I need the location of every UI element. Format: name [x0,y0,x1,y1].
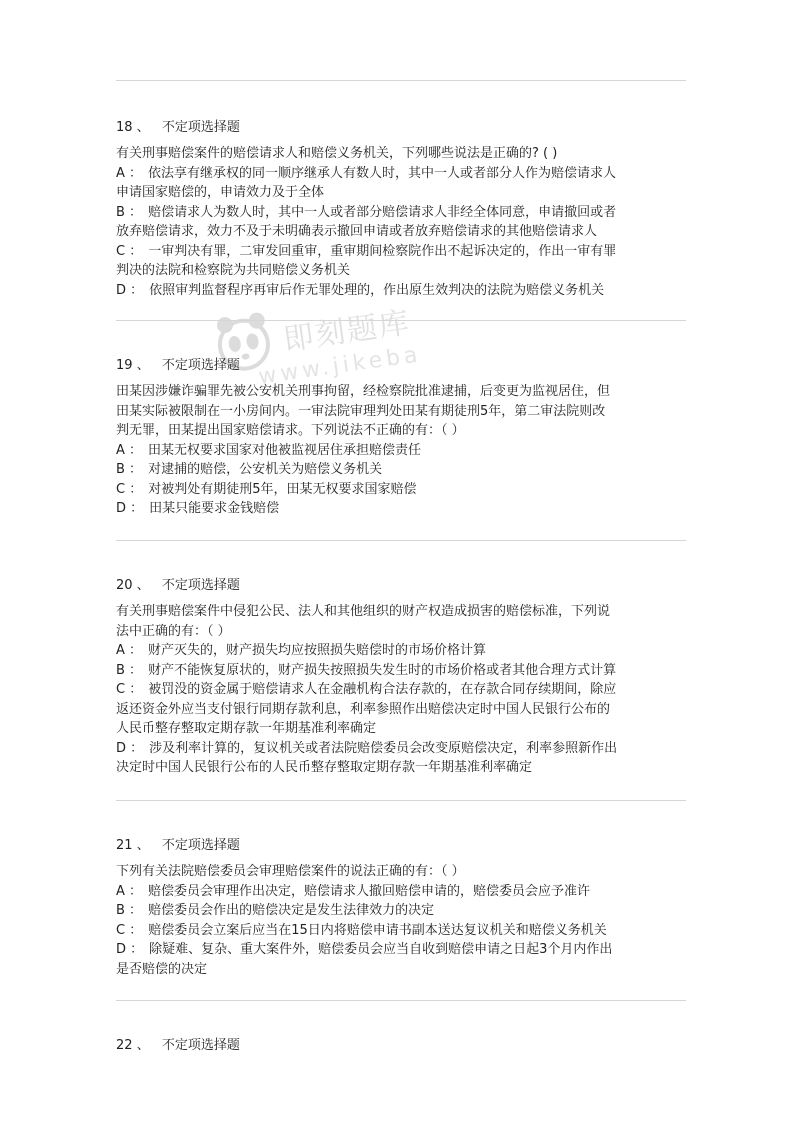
divider [116,800,686,801]
question-20 [116,576,686,778]
option-text-line: 除疑难、复杂、重大案件外，赔偿委员会应当自收到赔偿申请之日起3个月内作出 [149,942,613,957]
option-text-line: 财产灭失的，财产损失均应按照损失赔偿时的市场价格计算 [148,643,487,658]
watermark-title: 即刻题库 [281,305,413,358]
option-d [116,940,686,960]
option-label: D ： [116,740,144,756]
option-label: A ： [116,165,143,181]
option-label: B ： [116,204,143,220]
question-stem-line: 法中正确的有：（ ） [116,623,231,639]
option-c-continued: 返还资金外应当支付银行同期存款利息，利率参照作出赔偿决定时中国人民银行公布的 [116,701,611,717]
question-18 [116,118,686,300]
option-c [116,921,686,941]
divider [116,540,686,541]
option-c-continued: 人民币整存整取定期存款一年期基准利率确定 [116,721,377,736]
question-header [116,118,686,138]
option-text-line: 被罚没的资金属于赔偿请求人在金融机构合法存款的，在存款合同存续期间，除应 [148,682,617,697]
option-a-continued: 申请国家赔偿的，申请效力及于全体 [116,185,325,200]
question-number: 19 、 [116,358,150,373]
option-d [116,499,686,519]
option-text-line: 赔偿委员会审理作出决定，赔偿请求人撤回赔偿申请的，赔偿委员会应予准许 [148,883,591,899]
option-label: B ： [116,662,143,678]
option-label: A ： [116,883,143,899]
option-label: D ： [116,942,144,957]
option-label: C ： [116,481,143,497]
option-text-line: 财产不能恢复原状的，财产损失按照损失发生时的市场价格或者其他合理方式计算 [148,662,617,678]
question-header [116,836,686,856]
option-b-continued: 放弃赔偿请求，效力不及于未明确表示撤回申请或者放弃赔偿请求的其他赔偿请求人 [116,224,598,239]
divider [116,1000,686,1001]
question-type: 不定项选择题 [161,120,240,135]
option-text-line: 对逮捕的赔偿，公安机关为赔偿义务机关 [148,462,383,477]
divider [116,80,686,81]
question-header [116,1036,686,1056]
question-21 [116,836,686,979]
question-22 [116,1036,686,1062]
question-19 [116,356,686,519]
option-label: B ： [116,462,143,477]
question-type: 不定项选择题 [161,358,240,373]
question-number: 22 、 [116,1038,150,1053]
option-c [116,480,686,500]
option-text-line: 田某只能要求金钱赔偿 [149,501,280,516]
option-text-line: 一审判决有罪，二审发回重审，重审期间检察院作出不起诉决定的，作出一审有罪 [148,243,617,259]
option-c-continued: 判决的法院和检察院为共同赔偿义务机关 [116,263,351,278]
question-number: 21 、 [116,838,150,853]
option-label: D ： [116,282,144,298]
option-c [116,242,686,262]
option-label: C ： [116,682,143,697]
option-label: A ： [116,442,143,458]
question-stem-line: 下列有关法院赔偿委员会审理赔偿案件的说法正确的有：（ ） [116,864,465,879]
question-stem-line: 有关刑事赔偿案件中侵犯公民、法人和其他组织的财产权造成损害的赔偿标准，下列说 [116,604,611,619]
option-c [116,680,686,700]
option-a [116,641,686,661]
option-b [116,203,686,223]
option-label: C ： [116,243,143,259]
option-text-line: 田某无权要求国家对他被监视居住承担赔偿责任 [148,442,422,458]
option-text-line: 依照审判监督程序再审后作无罪处理的，作出原生效判决的法院为赔偿义务机关 [149,282,605,298]
question-stem-line: 有关刑事赔偿案件的赔偿请求人和赔偿义务机关，下列哪些说法是正确的? ( ) [116,146,558,161]
question-header [116,576,686,596]
option-text-line: 赔偿委员会立案后应当在15日内将赔偿申请书副本送达复议机关和赔偿义务机关 [148,922,607,938]
question-number: 18 、 [116,120,150,135]
question-stem-line: 田某实际被限制在一小房间内。一审法院审理判处田某有期徒刑5年，第二审法院则改 [116,403,606,419]
question-number: 20 、 [116,578,150,593]
option-a [116,441,686,461]
question-header [116,356,686,376]
option-text-line: 涉及利率计算的，复议机关或者法院赔偿委员会改变原赔偿决定，利率参照新作出 [149,740,618,756]
watermark-url: www.jikeba [256,342,423,390]
option-label: A ： [116,643,143,658]
question-stem-line: 田某因涉嫌诈骗罪先被公安机关刑事拘留，经检察院批准逮捕，后变更为监视居住，但 [116,384,611,399]
option-text-line: 赔偿委员会作出的赔偿决定是发生法律效力的决定 [148,903,435,918]
option-text-line: 对被判处有期徒刑5年，田某无权要求国家赔偿 [148,481,417,497]
question-type: 不定项选择题 [161,578,240,593]
option-b [116,661,686,681]
question-type: 不定项选择题 [161,1038,240,1053]
option-d [116,281,686,301]
question-stem-line: 判无罪，田某提出国家赔偿请求。下列说法不正确的有：（ ） [116,423,465,438]
option-text-line: 依法享有继承权的同一顺序继承人有数人时，其中一人或者部分人作为赔偿请求人 [148,165,617,181]
option-a [116,164,686,184]
option-text-line: 赔偿请求人为数人时，其中一人或者部分赔偿请求人非经全体同意，申请撤回或者 [148,204,617,220]
option-d-continued: 是否赔偿的决定 [116,961,208,977]
divider [116,320,686,321]
option-d [116,739,686,759]
option-b [116,460,686,480]
option-d-continued: 决定时中国人民银行公布的人民币整存整取定期存款一年期基准利率确定 [116,760,533,775]
question-type: 不定项选择题 [161,838,240,853]
option-label: B ： [116,903,143,918]
option-label: C ： [116,922,143,938]
option-a [116,882,686,902]
option-label: D ： [116,501,144,516]
option-b [116,901,686,921]
